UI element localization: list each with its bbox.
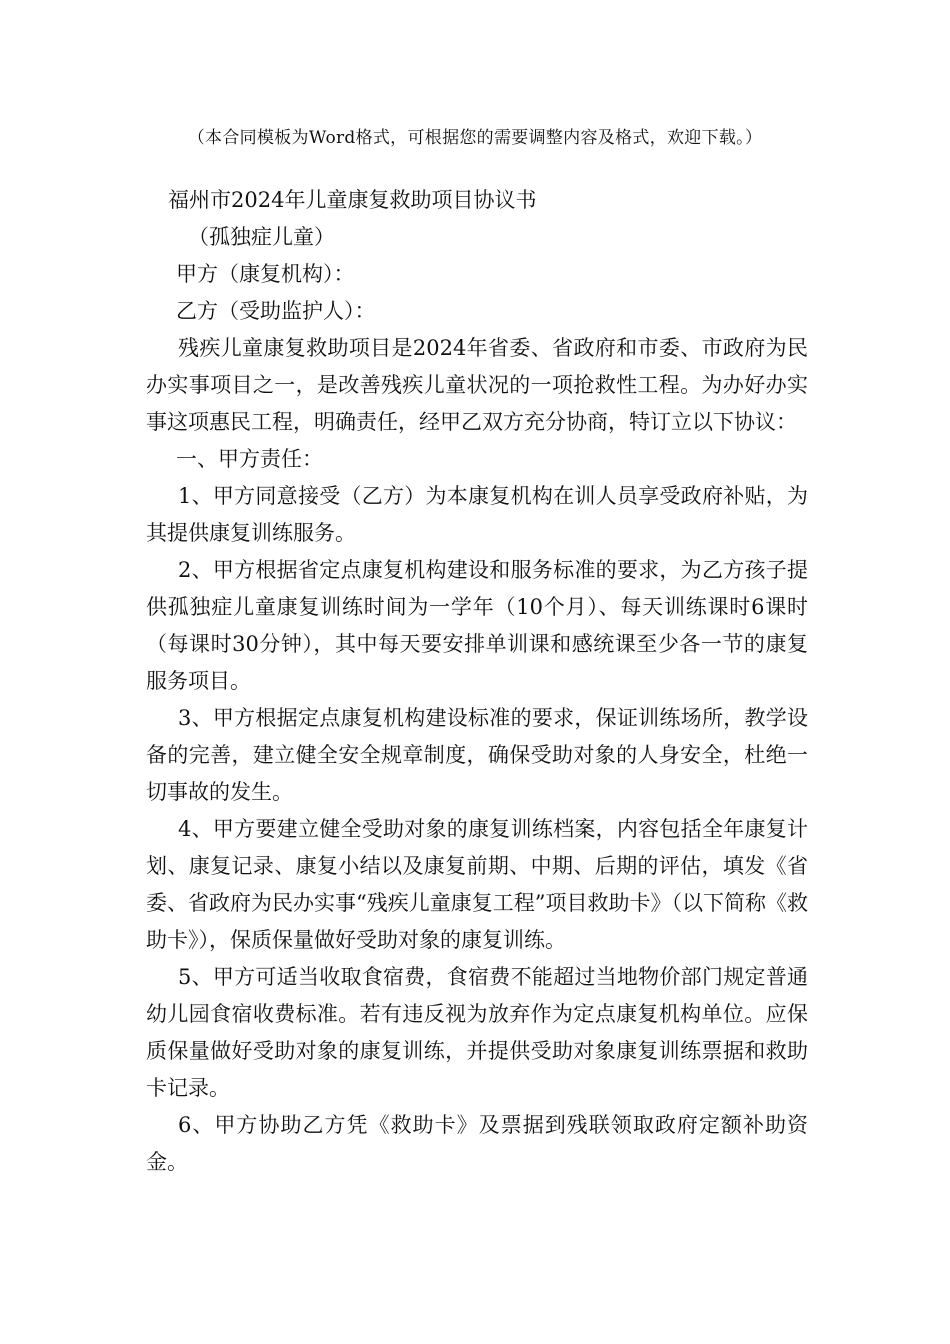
clause-6: 6、甲方协助乙方凭《救助卡》及票据到残联领取政府定额补助资金。 <box>146 1113 808 1174</box>
clause-2: 2、甲方根据省定点康复机构建设和服务标准的要求，为乙方孩子提供孤独症儿童康复训练时间为一学年（10个月）、每天训练课时6课时（每课时30分钟），其中每天要安排单训课和感统课至少各一节的康复服务项目。 <box>146 558 808 693</box>
section-heading: 一、甲方责任： <box>176 447 323 471</box>
intro-paragraph: 残疾儿童康复救助项目是2024年省委、省政府和市委、市政府为民办实事项目之一，是改善残疾儿童状况的一项抢救性工程。为办好办实事这项惠民工程，明确责任，经甲乙双方充分协商，特订立以下协议： <box>146 336 808 434</box>
party-b-line: 乙方（受助监护人）： <box>176 299 376 323</box>
clause-4: 4、甲方要建立健全受助对象的康复训练档案，内容包括全年康复计划、康复记录、康复小结以及康复前期、中期、后期的评估，填发《省委、省政府为民办实事“残疾儿童康复工程”项目救助卡》（以下简称《救助卡》），保质保量做好受助对象的康复训练。 <box>146 817 808 952</box>
document-title: 福州市2024年儿童康复救助项目协议书 <box>168 188 537 212</box>
clause-3: 3、甲方根据定点康复机构建设标准的要求，保证训练场所，教学设备的完善，建立健全安全规章制度，确保受助对象的人身安全，杜绝一切事故的发生。 <box>146 706 808 804</box>
document-subtitle: （孤独症儿童） <box>188 225 335 249</box>
document-body <box>146 182 808 1181</box>
template-note: （本合同模板为Word格式，可根据您的需要调整内容及格式，欢迎下载。） <box>187 128 763 148</box>
party-a-line: 甲方（康复机构）： <box>176 262 355 286</box>
clause-5: 5、甲方可适当收取食宿费，食宿费不能超过当地物价部门规定普通幼儿园食宿收费标准。若有违反视为放弃作为定点康复机构单位。应保质保量做好受助对象的康复训练，并提供受助对象康复训练票据和救助卡记录。 <box>146 965 808 1100</box>
clause-1: 1、甲方同意接受（乙方）为本康复机构在训人员享受政府补贴，为其提供康复训练服务。 <box>146 484 808 545</box>
